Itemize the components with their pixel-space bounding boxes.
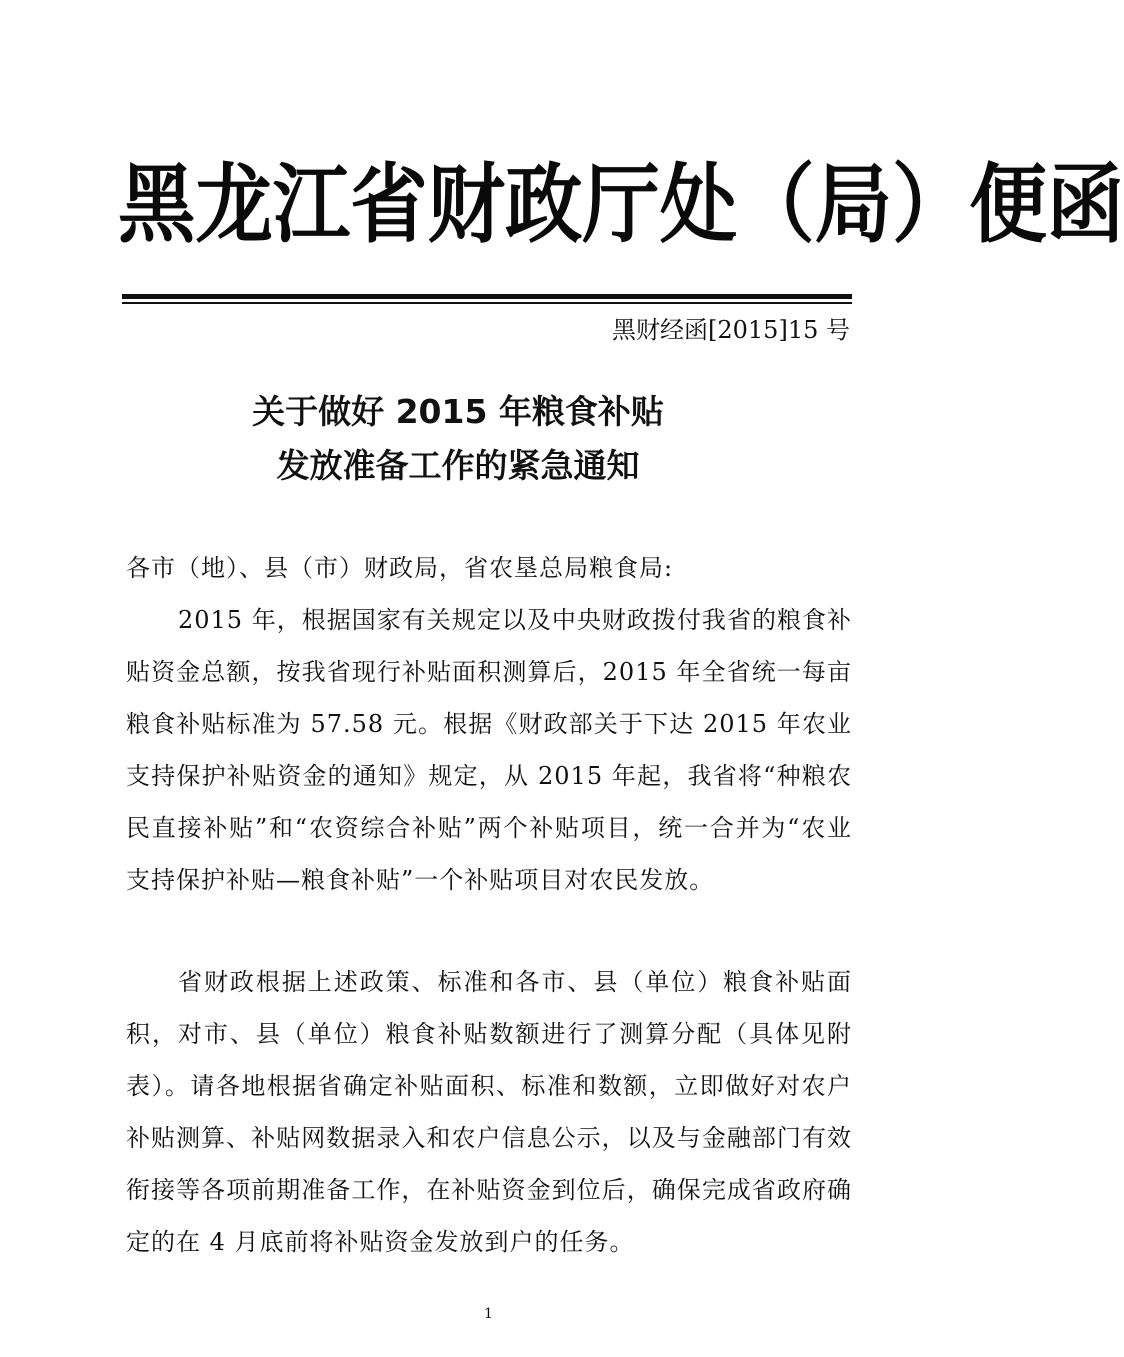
notice-title-line-2: 发放准备工作的紧急通知 bbox=[276, 446, 640, 485]
notice-title-line-1: 关于做好 2015 年粮食补贴 bbox=[252, 392, 664, 431]
masthead-title: 黑龙江省财政厅处（局）便函 bbox=[118, 155, 1124, 255]
header-rule-thick bbox=[122, 294, 852, 299]
body-paragraph-2: 省财政根据上述政策、标准和各市、县（单位）粮食补贴面积，对市、县（单位）粮食补贴数额进行了测算分配（具体见附表）。请各地根据省确定补贴面积、标准和数额，立即做好对农户补贴测算、补贴网数据录入和农户信息公示，以及与金融部门有效衔接等各项前期准备工作，在补贴资金到位后，确保完成省政府确定的在 4 月底前将补贴资金发放到户的任务。 bbox=[126, 968, 852, 1256]
page-number: 1 bbox=[484, 1306, 493, 1322]
salutation: 各市（地）、县（市）财政局，省农垦总局粮食局: bbox=[126, 554, 674, 582]
body-paragraph-1: 2015 年，根据国家有关规定以及中央财政拨付我省的粮食补贴资金总额，按我省现行补贴面积测算后，2015 年全省统一每亩粮食补贴标准为 57.58 元。根据《财政部关于下达 2015 年农业支持保护补贴资金的通知》规定，从 2015 年起，我省将“种粮农民直接补贴”和“农资综合补贴”两个补贴项目，统一合并为“农业支持保护补贴—粮食补贴”一个补贴项目对农民发放。 bbox=[126, 606, 852, 894]
header-rule-thin bbox=[122, 302, 852, 304]
document-number: 黑财经函[2015]15 号 bbox=[612, 316, 850, 344]
